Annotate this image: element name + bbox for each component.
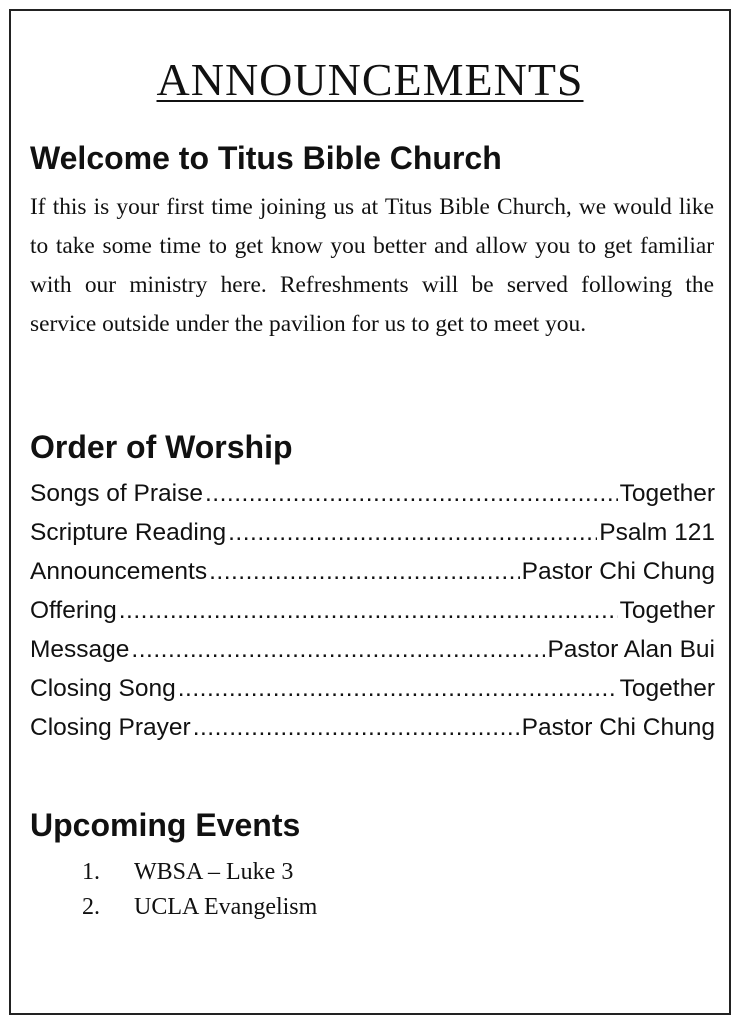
upcoming-events-list <box>82 855 317 925</box>
event-item <box>82 890 317 925</box>
worship-item: Message <box>30 636 130 663</box>
worship-item: Announcements <box>30 558 208 585</box>
dot-leader <box>178 675 618 703</box>
dot-leader <box>193 714 520 742</box>
worship-leader: Pastor Chi Chung <box>521 558 715 585</box>
worship-item: Songs of Praise <box>30 480 203 507</box>
event-label: WBSA – Luke 3 <box>134 859 294 885</box>
welcome-paragraph: If this is your first time joining us at Titus Bible Church, we would like to take some time to get know you better and allow you to get familiar with our ministry here. Refreshments will be served following the service outside under the pavilion for us to get to meet you. <box>30 194 714 337</box>
worship-item: Closing Song <box>30 675 176 702</box>
page-title-text: ANNOUNCEMENTS <box>156 53 584 105</box>
order-of-worship-list <box>30 480 715 753</box>
worship-leader: Pastor Chi Chung <box>521 714 715 741</box>
worship-item: Offering <box>30 597 117 624</box>
worship-row <box>30 480 715 519</box>
event-label: UCLA Evangelism <box>134 894 318 920</box>
worship-leader: Psalm 121 <box>599 519 715 546</box>
event-item <box>82 855 317 890</box>
worship-item: Closing Prayer <box>30 714 191 741</box>
welcome-heading: Welcome to Titus Bible Church <box>30 140 502 176</box>
dot-leader <box>228 519 597 547</box>
event-number: 1. <box>82 859 100 885</box>
worship-leader: Together <box>619 675 715 702</box>
worship-row <box>30 597 715 636</box>
events-heading: Upcoming Events <box>30 807 301 843</box>
event-number: 2. <box>82 894 100 920</box>
dot-leader <box>131 636 545 664</box>
dot-leader <box>119 597 618 625</box>
dot-leader <box>209 558 520 586</box>
worship-leader: Together <box>619 597 715 624</box>
worship-leader: Pastor Alan Bui <box>547 636 715 663</box>
worship-row <box>30 519 715 558</box>
dot-leader <box>205 480 618 508</box>
worship-leader: Together <box>619 480 715 507</box>
page-title <box>0 53 740 107</box>
worship-item: Scripture Reading <box>30 519 227 546</box>
worship-row <box>30 558 715 597</box>
worship-row <box>30 636 715 675</box>
worship-row <box>30 714 715 753</box>
worship-row <box>30 675 715 714</box>
worship-heading: Order of Worship <box>30 429 293 465</box>
